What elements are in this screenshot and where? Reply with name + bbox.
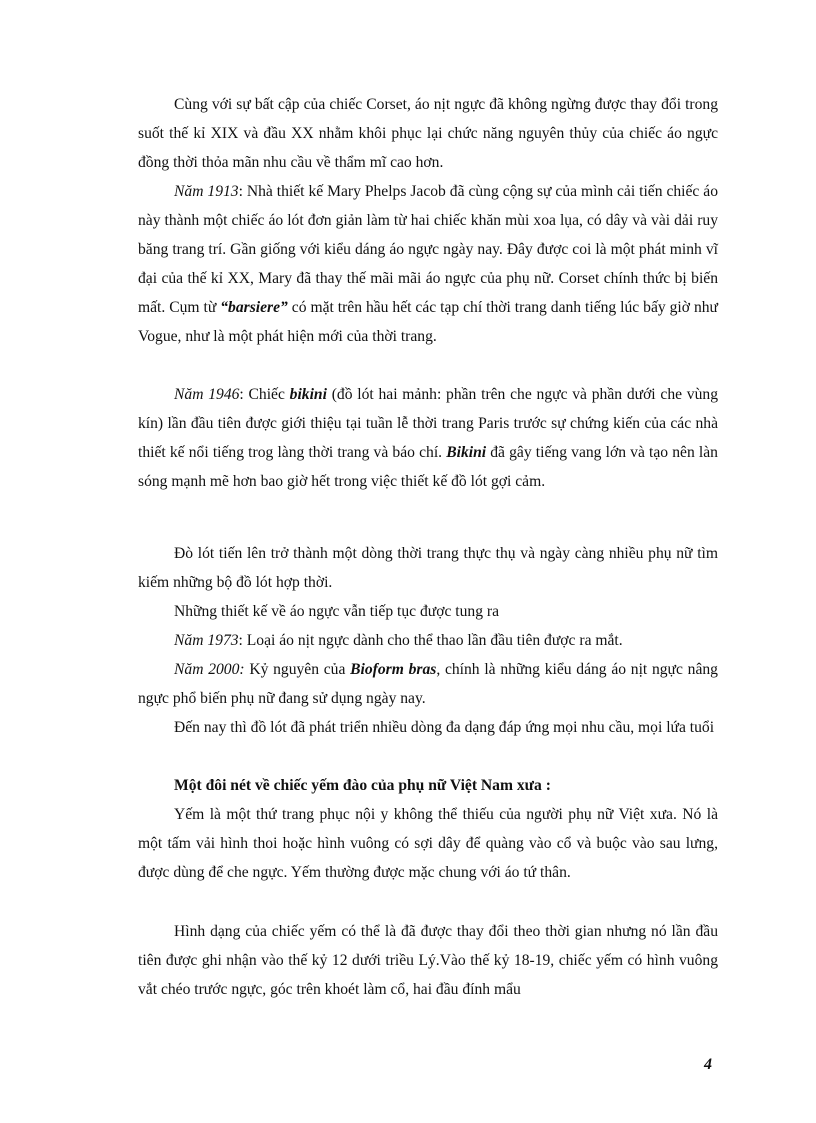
- page-number: 4: [704, 1056, 712, 1073]
- year-2000: Năm 2000:: [174, 661, 245, 678]
- paragraph-2000: Năm 2000: Kỷ nguyên của Bioform bras, chính là những kiểu dáng áo nịt ngực nâng ngực phổ biến phụ nữ đang sử dụng ngày nay.: [138, 661, 718, 707]
- paragraph-yem-history: Hình dạng của chiếc yếm có thể là đã được thay đổi theo thời gian nhưng nó lần đầu tiên được ghi nhận vào thế kỷ 12 dưới triều Lý.Vào thế kỷ 18-19, chiếc yếm có hình vuông vắt chéo trước ngực, góc trên khoét làm cổ, hai đầu đính mẩu: [138, 923, 718, 998]
- year-1913: Năm 1913: [174, 183, 239, 200]
- year-1946: Năm 1946: [174, 386, 240, 403]
- paragraph-designs: Những thiết kế về áo ngực vẫn tiếp tục được tung ra: [174, 603, 500, 620]
- term-bikini-2: Bikini: [446, 444, 487, 461]
- paragraph-1946: Năm 1946: Chiếc bikini (đồ lót hai mảnh: phần trên che ngực và phần dưới che vùng kín) lần đầu tiên được giới thiệu tại tuần lễ thời trang Paris trước sự chứng kiến của các nhà thiết kế nổi tiếng trog làng thời trang và báo chí. Bikini đã gây tiếng vang lớn và tạo nên làn sóng mạnh mẽ hơn bao giờ hết trong việc thiết kế đồ lót gợi cảm.: [138, 386, 718, 490]
- year-1973: Năm 1973: [174, 632, 239, 649]
- term-bioform: Bioform bras: [350, 661, 437, 678]
- paragraph-1913: Năm 1913: Nhà thiết kế Mary Phelps Jacob đã cùng cộng sự của mình cải tiến chiếc áo này thành một chiếc áo lót đơn giản làm từ hai chiếc khăn mùi xoa lụa, có dây và vài dải ruy băng trang trí. Gần giống với kiểu dáng áo ngực ngày nay. Đây được coi là một phát minh vĩ đại của thế kỉ XX, Mary đã thay thế mãi mãi áo ngực của phụ nữ. Corset chính thức bị biến mất. Cụm từ “barsiere” có mặt trên hầu hết các tạp chí thời trang danh tiếng lúc bấy giờ như Vogue, như là một phát hiện mới của thời trang.: [138, 183, 719, 345]
- term-bikini: bikini: [289, 386, 327, 403]
- term-barsiere: “barsiere”: [220, 299, 288, 316]
- paragraph-today: Đến nay thì đồ lót đã phát triển nhiều dòng đa dạng đáp ứng mọi nhu cầu, mọi lứa tuổi: [174, 719, 715, 736]
- paragraph-corset: Cùng với sự bất cập của chiếc Corset, áo nịt ngực đã không ngừng được thay đổi trong suốt thế kỉ XIX và đầu XX nhằm khôi phục lại chức năng nguyên thủy của chiếc áo ngực đồng thời thỏa mãn nhu cầu về thẩm mĩ cao hơn.: [138, 96, 718, 171]
- section-heading: Một đôi nét về chiếc yếm đào của phụ nữ Việt Nam xưa :: [174, 777, 551, 794]
- paragraph-1973: Năm 1973: Loại áo nịt ngực dành cho thể thao lần đầu tiên được ra mắt.: [174, 632, 623, 649]
- paragraph-yem: Yếm là một thứ trang phục nội y không thể thiếu của người phụ nữ Việt xưa. Nó là một tấm vải hình thoi hoặc hình vuông có sợi dây để quàng vào cổ và buộc vào sau lưng, được dùng để che ngực. Yếm thường được mặc chung với áo tứ thân.: [138, 806, 718, 881]
- paragraph-lingerie-trend: Đò lót tiến lên trở thành một dòng thời trang thực thụ và ngày càng nhiều phụ nữ tìm kiếm những bộ đồ lót hợp thời.: [138, 545, 718, 591]
